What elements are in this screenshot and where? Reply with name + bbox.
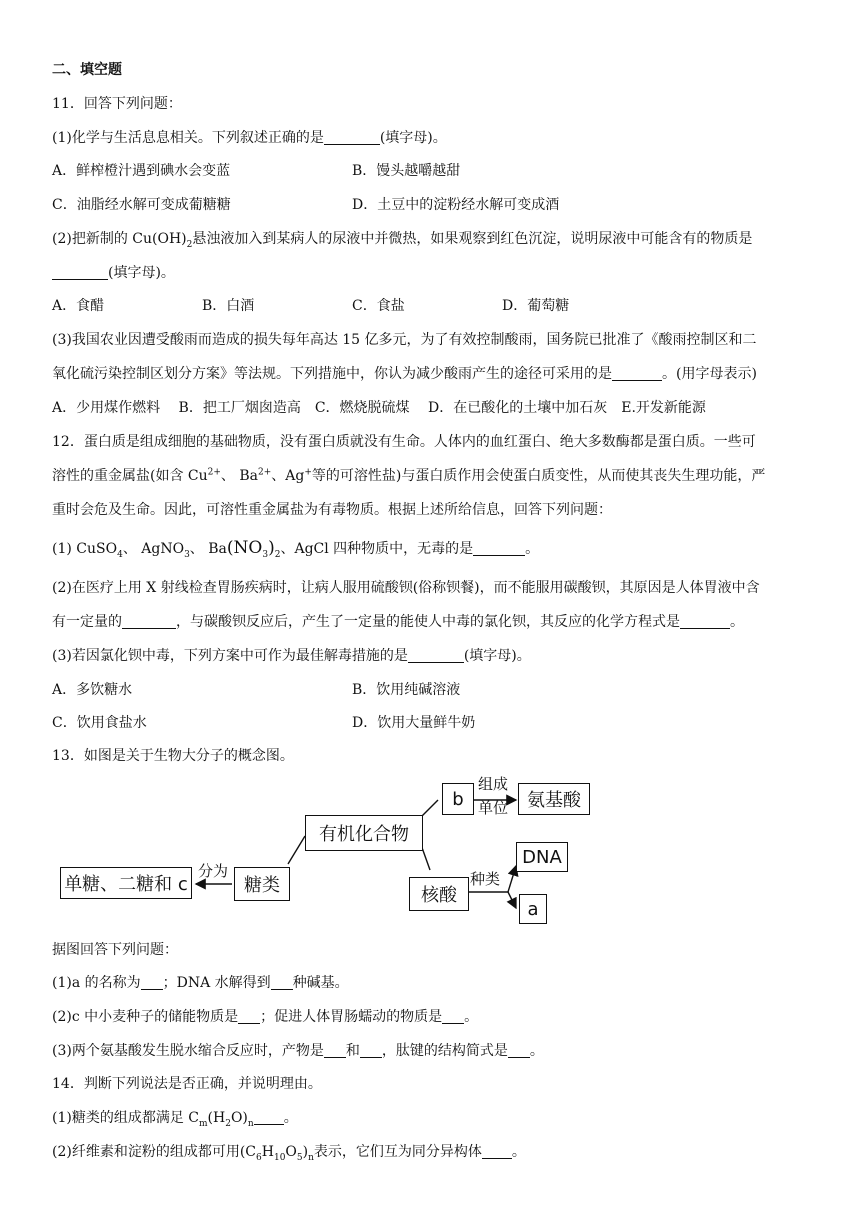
answer-blank[interactable]: [122, 614, 176, 629]
subscript: 3: [262, 549, 269, 560]
subscript: n: [247, 1118, 254, 1129]
q11-p1-option-c: C．油脂经水解可变成葡糖糖: [52, 197, 231, 213]
arrow: [508, 892, 516, 908]
q12-p2-text: 有一定量的: [52, 614, 122, 630]
superscript: 2+: [207, 467, 221, 478]
q11-p2-line2-text: (填字母)。: [108, 265, 175, 281]
answer-blank[interactable]: [324, 1043, 346, 1058]
q11-p3-text-b: 。(用字母表示): [662, 366, 757, 382]
subscript: 10: [273, 1152, 286, 1163]
q11-p1-text: (1)化学与生活息息相关。下列叙述正确的是: [52, 130, 324, 146]
q11-part1: [52, 128, 447, 148]
q12-option-b: B．饮用纯碱溶液: [352, 682, 461, 698]
superscript: 2+: [258, 467, 272, 478]
answer-blank[interactable]: [360, 1043, 382, 1058]
q12-line1: 12．蛋白质是组成细胞的基础物质，没有蛋白质就没有生命。人体内的血红蛋白、绝大多数酶都是蛋白质。一些可: [52, 434, 756, 450]
answer-blank[interactable]: [680, 614, 730, 629]
q12-p1-text: 。: [525, 541, 540, 557]
q12-p3-text: (3)若因氯化钡中毒，下列方案中可作为最佳解毒措施的是: [52, 648, 408, 664]
q12-p3-text: (填字母)。: [463, 648, 531, 664]
q13-p1-text: (1)a 的名称为: [52, 975, 141, 991]
q11-p1-option-d: D．土豆中的淀粉经水解可变成酒: [352, 197, 560, 213]
q14-p1-text: O): [230, 1110, 248, 1126]
q11-p2-text-b: 悬浊液加入到某病人的尿液中并微热，如果观察到红色沉淀，说明尿液中可能含有的物质是: [192, 231, 753, 247]
answer-blank[interactable]: [271, 975, 293, 990]
q11-part2: [52, 229, 752, 249]
q12-part1: [52, 538, 539, 559]
q11-p2-option-a: A．食醋: [52, 298, 105, 314]
node-dna: DNA: [516, 842, 568, 872]
q11-p3-text-a: 氧化硫污染控制区划分方案》等法规。下列措施中，你认为减少酸雨产生的途径可采用的是: [52, 366, 612, 382]
node-b: b: [442, 783, 474, 815]
answer-blank[interactable]: [473, 541, 525, 556]
q12-text: 、Ag: [271, 468, 305, 484]
q11-p3-options: A．少用煤作燃料 B．把工厂烟囱造高 C．燃烧脱硫煤 D．在已酸化的土壤中加石灰 E.开发新能源: [52, 400, 706, 416]
q13-p2-text: (2)c 中小麦种子的储能物质是: [52, 1009, 239, 1025]
node-sugar: 糖类: [234, 867, 290, 901]
q12-p2-text: ，与碳酸钡反应后，产生了一定量的能使人中毒的氯化钡，其反应的化学方程式是: [176, 614, 680, 630]
q13-part1: [52, 973, 349, 993]
q11-p2-text-a: (2)把新制的 Cu(OH): [52, 231, 187, 247]
subscript: 3: [184, 549, 190, 560]
q12-line3: 重时会危及生命。因此，可溶性重金属盐为有毒物质。根据上述所给信息，回答下列问题：: [52, 502, 612, 518]
q12-part3: [52, 646, 531, 666]
q14-p1-text: (1)糖类的组成都满足 C: [52, 1110, 199, 1126]
q13-p3-text: (3)两个氨基酸发生脱水缩合反应时，产物是: [52, 1043, 324, 1059]
q12-p1-text: (NO: [226, 538, 263, 558]
q14-part2: [52, 1142, 526, 1162]
q14-p2-text: 表示，它们互为同分异构体: [313, 1144, 482, 1160]
subscript: m: [199, 1118, 208, 1129]
label-kind: 种类: [470, 870, 501, 888]
answer-blank[interactable]: [238, 1009, 260, 1024]
q14-p2-text: O: [285, 1144, 297, 1160]
q12-part2-line2: [52, 612, 744, 632]
q14-p2-text: H: [261, 1144, 274, 1160]
label-unit: 单位: [478, 799, 509, 817]
q12-text: 等的可溶性盐)与蛋白质作用会使蛋白质变性，从而使其丧失生理功能，严: [311, 468, 766, 484]
q12-option-a: A．多饮糖水: [52, 682, 133, 698]
q14-p1-text: 。: [283, 1110, 298, 1126]
q12-p1-text: 、 AgNO: [122, 541, 185, 557]
q11-p1-option-a: A．鲜榨橙汁遇到碘水会变蓝: [52, 163, 231, 179]
q12-option-d: D．饮用大量鲜牛奶: [352, 715, 476, 731]
node-amino-acid: 氨基酸: [518, 783, 590, 815]
q14-p2-text: (2)纤维素和淀粉的组成都可用(C: [52, 1144, 257, 1160]
q13-p3-text: ，肽键的结构简式是: [381, 1043, 508, 1059]
q12-p1-text: ): [268, 538, 275, 558]
q11-p1-text-b: (填字母)。: [379, 130, 447, 146]
connector-line: [420, 800, 438, 818]
q13-p1-text: 种碱基。: [292, 975, 349, 991]
subscript: 6: [256, 1152, 262, 1163]
q13-p2-text: 。: [464, 1009, 479, 1025]
q11-part3-line1: (3)我国农业因遭受酸雨而造成的损失每年高达 15 亿多元，为了有效控制酸雨，国务院已批准了《酸雨控制区和二: [52, 332, 757, 348]
node-a: a: [519, 894, 547, 924]
q11-p2-option-c: C．食盐: [352, 298, 405, 314]
answer-blank[interactable]: [324, 130, 380, 145]
q12-option-c: C．饮用食盐水: [52, 715, 147, 731]
q12-p1-text: 、 Ba: [189, 541, 227, 557]
q13-p2-text: ；促进人体胃肠蠕动的物质是: [260, 1009, 443, 1025]
q11-stem: 11．回答下列问题：: [52, 96, 182, 112]
q11-part3-line2: [52, 364, 757, 384]
q14-p1-text: (H: [207, 1110, 226, 1126]
q13-part3: [52, 1041, 544, 1061]
q12-p1-text: 、AgCl 四种物质中，无毒的是: [280, 541, 474, 557]
q13-after: 据图回答下列问题：: [52, 942, 178, 958]
q13-p3-text: 和: [345, 1043, 360, 1059]
q14-p2-text: 。: [511, 1144, 526, 1160]
subscript: 2: [274, 549, 281, 560]
q13-stem: 13．如图是关于生物大分子的概念图。: [52, 748, 294, 764]
answer-blank[interactable]: [612, 366, 662, 381]
superscript: +: [304, 467, 312, 478]
answer-blank[interactable]: [254, 1110, 284, 1125]
subscript: 2: [186, 239, 193, 250]
node-organic-compound: 有机化合物: [305, 815, 423, 851]
q14-p2-text: ): [302, 1144, 309, 1160]
q11-p1-option-b: B．馒头越嚼越甜: [352, 163, 461, 179]
q11-p2-option-d: D．葡萄糖: [502, 298, 570, 314]
q11-p2-option-b: B．白酒: [202, 298, 255, 314]
subscript: 4: [117, 549, 123, 560]
connector-line: [288, 836, 305, 864]
q14-stem: 14．判断下列说法是否正确，并说明理由。: [52, 1076, 322, 1092]
q12-p1-text: (1) CuSO: [52, 541, 118, 557]
node-nucleic-acid: 核酸: [409, 877, 469, 911]
q12-text: 溶性的重金属盐(如含 Cu: [52, 468, 208, 484]
q13-part2: [52, 1007, 478, 1027]
arrow: [508, 866, 516, 892]
q13-p3-text: 。: [529, 1043, 544, 1059]
answer-blank[interactable]: [141, 975, 163, 990]
q13-p1-text: ；DNA 水解得到: [162, 975, 271, 991]
subscript: n: [308, 1152, 314, 1163]
label-compose: 组成: [478, 775, 509, 793]
node-mono-di-sugar: 单糖、二糖和 c: [60, 867, 192, 899]
q12-p2-text: 。: [730, 614, 744, 630]
q12-line2: [52, 466, 765, 486]
answer-blank[interactable]: [408, 648, 464, 663]
answer-blank[interactable]: [482, 1144, 512, 1159]
section-title: 二、填空题: [52, 62, 122, 78]
q14-part1: [52, 1108, 298, 1128]
label-divide: 分为: [198, 862, 229, 880]
q12-part2-line1: (2)在医疗上用 X 射线检查胃肠疾病时，让病人服用硫酸钡(俗称钡餐)，而不能服用碳酸钡，其原因是人体胃液中含: [52, 580, 760, 596]
subscript: 2: [225, 1118, 231, 1129]
answer-blank[interactable]: [52, 265, 108, 280]
answer-blank[interactable]: [508, 1043, 530, 1058]
answer-blank[interactable]: [442, 1009, 464, 1024]
q11-part2-line2: [52, 263, 175, 283]
subscript: 5: [296, 1152, 303, 1163]
connector-line: [420, 842, 430, 870]
q12-text: 、 Ba: [220, 468, 259, 484]
